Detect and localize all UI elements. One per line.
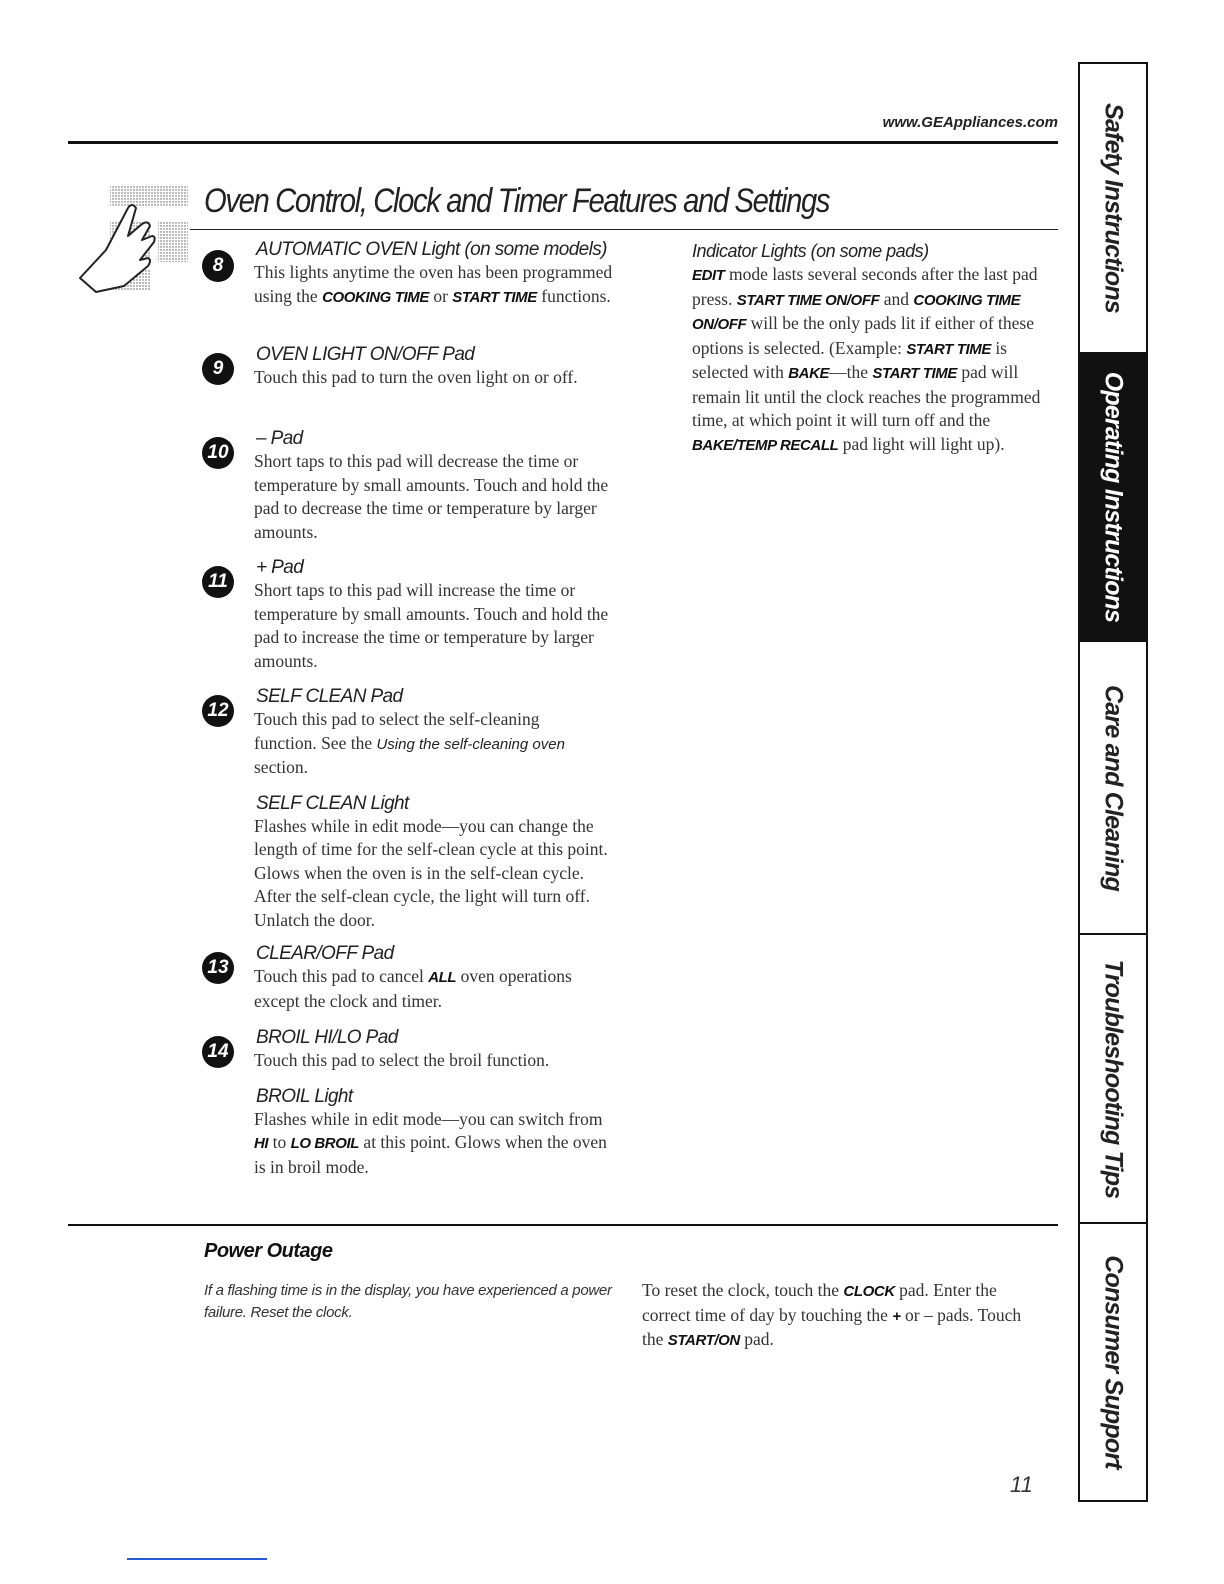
item-title: AUTOMATIC OVEN Light (on some models) <box>256 239 607 260</box>
item-text: Touch this pad to select the broil function. <box>254 1050 550 1070</box>
tab-care-and-cleaning[interactable]: Care and Cleaning <box>1080 642 1146 935</box>
item-9 <box>202 343 622 390</box>
tab-safety-instructions[interactable]: Safety Instructions <box>1080 64 1146 354</box>
item-10 <box>202 427 622 544</box>
number-badge-14: 14 <box>202 1036 234 1068</box>
tab-troubleshooting-tips[interactable]: Troubleshooting Tips <box>1080 935 1146 1224</box>
item-title: + Pad <box>256 557 304 578</box>
indicator-title: Indicator Lights (on some pads) <box>692 241 929 261</box>
item-11 <box>202 556 622 673</box>
number-badge-10: 10 <box>202 437 234 469</box>
item-12 <box>202 685 622 932</box>
indicator-text: EDIT mode lasts several seconds after the last pad press. START TIME ON/OFF and COOKING TIME ON/OFF will be the only pads lit if either of these options is selected. (Example: START TIME is selected with BAKE—the START TIME pad will remain lit until the clock reaches the programmed time, at which point it will turn off and the BAKE/TEMP RECALL pad light will light up). <box>692 264 1041 454</box>
item-subtitle: SELF CLEAN Light <box>256 792 409 814</box>
tab-consumer-support[interactable]: Consumer Support <box>1099 1255 1128 1469</box>
item-subtext: Flashes while in edit mode—you can change the length of time for the self-clean cycle at this point. Glows when the oven is in the self-clean cycle. After the self-clean cycle, the light will turn off. Unlatch the door. <box>254 815 608 930</box>
page-number: 11 <box>1010 1472 1033 1497</box>
item-title: BROIL HI/LO Pad <box>256 1027 398 1048</box>
number-badge-12: 12 <box>202 695 234 727</box>
hand-pointer-icon <box>76 186 188 296</box>
item-title: – Pad <box>256 428 303 449</box>
item-title: SELF CLEAN Pad <box>256 686 403 707</box>
item-title: CLEAR/OFF Pad <box>256 943 394 964</box>
indicator-lights-section <box>692 240 1054 457</box>
number-badge-11: 11 <box>202 566 234 598</box>
header-rule <box>68 141 1058 144</box>
footer-link-underline <box>127 1558 267 1560</box>
item-text: This lights anytime the oven has been programmed using the COOKING TIME or START TIME functions. <box>254 262 613 306</box>
item-text: Touch this pad to select the self-cleaning function. See the Using the self-cleaning oven section. <box>254 709 565 777</box>
item-text: Touch this pad to turn the oven light on or off. <box>254 367 578 387</box>
title-rule <box>190 229 1058 230</box>
item-13 <box>202 942 622 1013</box>
side-tab-navigation <box>1078 62 1148 1502</box>
page-title: Oven Control, Clock and Timer Features and Settings <box>204 182 830 220</box>
header-url[interactable]: www.GEAppliances.com <box>882 114 1058 131</box>
section-rule <box>68 1224 1058 1226</box>
number-badge-8: 8 <box>202 250 234 282</box>
item-subtitle: BROIL Light <box>256 1085 353 1107</box>
number-badge-13: 13 <box>202 952 234 984</box>
item-text: Touch this pad to cancel ALL oven operations except the clock and timer. <box>254 966 572 1011</box>
item-title: OVEN LIGHT ON/OFF Pad <box>256 344 475 365</box>
item-8 <box>202 238 622 309</box>
power-outage-instructions: To reset the clock, touch the CLOCK pad. Enter the correct time of day by touching the + or – pads. Touch the START/ON pad. <box>642 1280 1022 1349</box>
power-outage-note: If a flashing time is in the display, you have experienced a power failure. Reset the clock. <box>204 1282 612 1321</box>
item-subtext: Flashes while in edit mode—you can switch from HI to LO BROIL at this point. Glows when the oven is in broil mode. <box>254 1108 607 1177</box>
item-14 <box>202 1026 622 1179</box>
item-text: Short taps to this pad will increase the time or temperature by small amounts. Touch and hold the pad to increase the time or temperature by larger amounts. <box>254 580 609 671</box>
power-outage-title: Power Outage <box>204 1240 333 1262</box>
tab-operating-instructions[interactable]: Operating Instructions <box>1080 354 1146 642</box>
item-text: Short taps to this pad will decrease the time or temperature by small amounts. Touch and hold the pad to decrease the time or temperature by larger amounts. <box>254 451 609 542</box>
number-badge-9: 9 <box>202 353 234 385</box>
